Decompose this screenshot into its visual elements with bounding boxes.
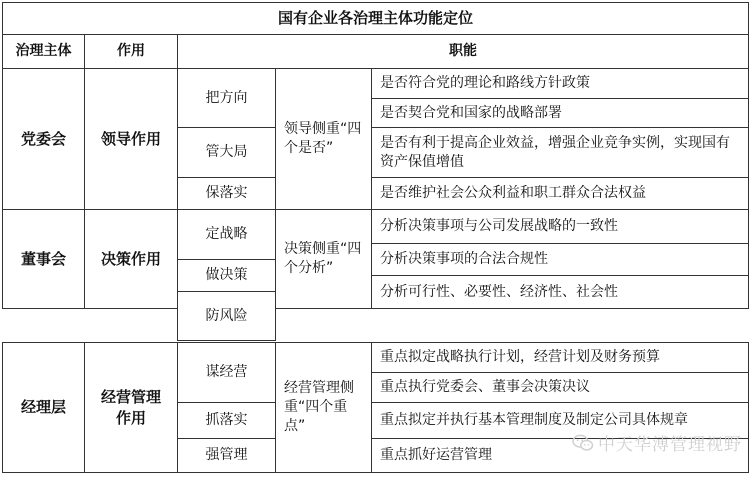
watermark [572,430,742,455]
sub-function: 把方向 [178,69,276,128]
duty-item: 分析可行性、必要性、经济性、社会性 [372,276,749,309]
duty-item: 是否有利于提高企业效益，增强企业竞争实例，实现国有资产保值增值 [372,128,749,178]
duty-item: 是否维护社会公众利益和职工群众合法权益 [372,178,749,210]
duty-item: 重点抓好运营管理 [372,439,749,473]
duty-item: 分析决策事项与公司发展战略的一致性 [372,210,749,244]
role-party-committee: 领导作用 [85,69,178,210]
subject-management: 经理层 [3,343,85,473]
duty-item: 重点执行党委会、董事会决策决议 [372,373,749,403]
role-board: 决策作用 [85,210,178,309]
role-management-label: 经营管理作用 [100,388,161,427]
sub-function: 保落实 [178,178,276,210]
duty-item: 是否契合党和国家的战略部署 [372,99,749,128]
table-title: 国有企业各治理主体功能定位 [3,3,749,35]
sub-function: 管大局 [178,128,276,178]
watermark-text: 中天华溥管理视野 [598,435,742,455]
duty-item: 是否符合党的理论和路线方针政策 [372,69,749,99]
sub-function: 强管理 [178,439,276,473]
sub-function: 做决策 [178,260,276,292]
wechat-icon [572,434,594,452]
role-management [85,343,178,473]
focus-board: 决策侧重“四个分析” [276,210,372,309]
header-duties: 职能 [178,35,749,69]
subject-party-committee: 党委会 [3,69,85,210]
sub-function: 防风险 [178,292,276,341]
sub-function: 抓落实 [178,403,276,439]
focus-management: 经营管理侧重“四个重点” [276,343,372,473]
subject-board: 董事会 [3,210,85,309]
focus-party-committee: 领导侧重“四个是否” [276,69,372,210]
duty-item: 重点拟定战略执行计划，经营计划及财务预算 [372,343,749,373]
duty-item: 重点拟定并执行基本管理制度及制定公司具体规章 [372,403,749,439]
header-role: 作用 [85,35,178,69]
governance-table [2,2,749,341]
sub-function: 谋经营 [178,343,276,403]
header-subject: 治理主体 [3,35,85,69]
sub-function: 定战略 [178,210,276,260]
duty-item: 分析决策事项的合法合规性 [372,244,749,276]
